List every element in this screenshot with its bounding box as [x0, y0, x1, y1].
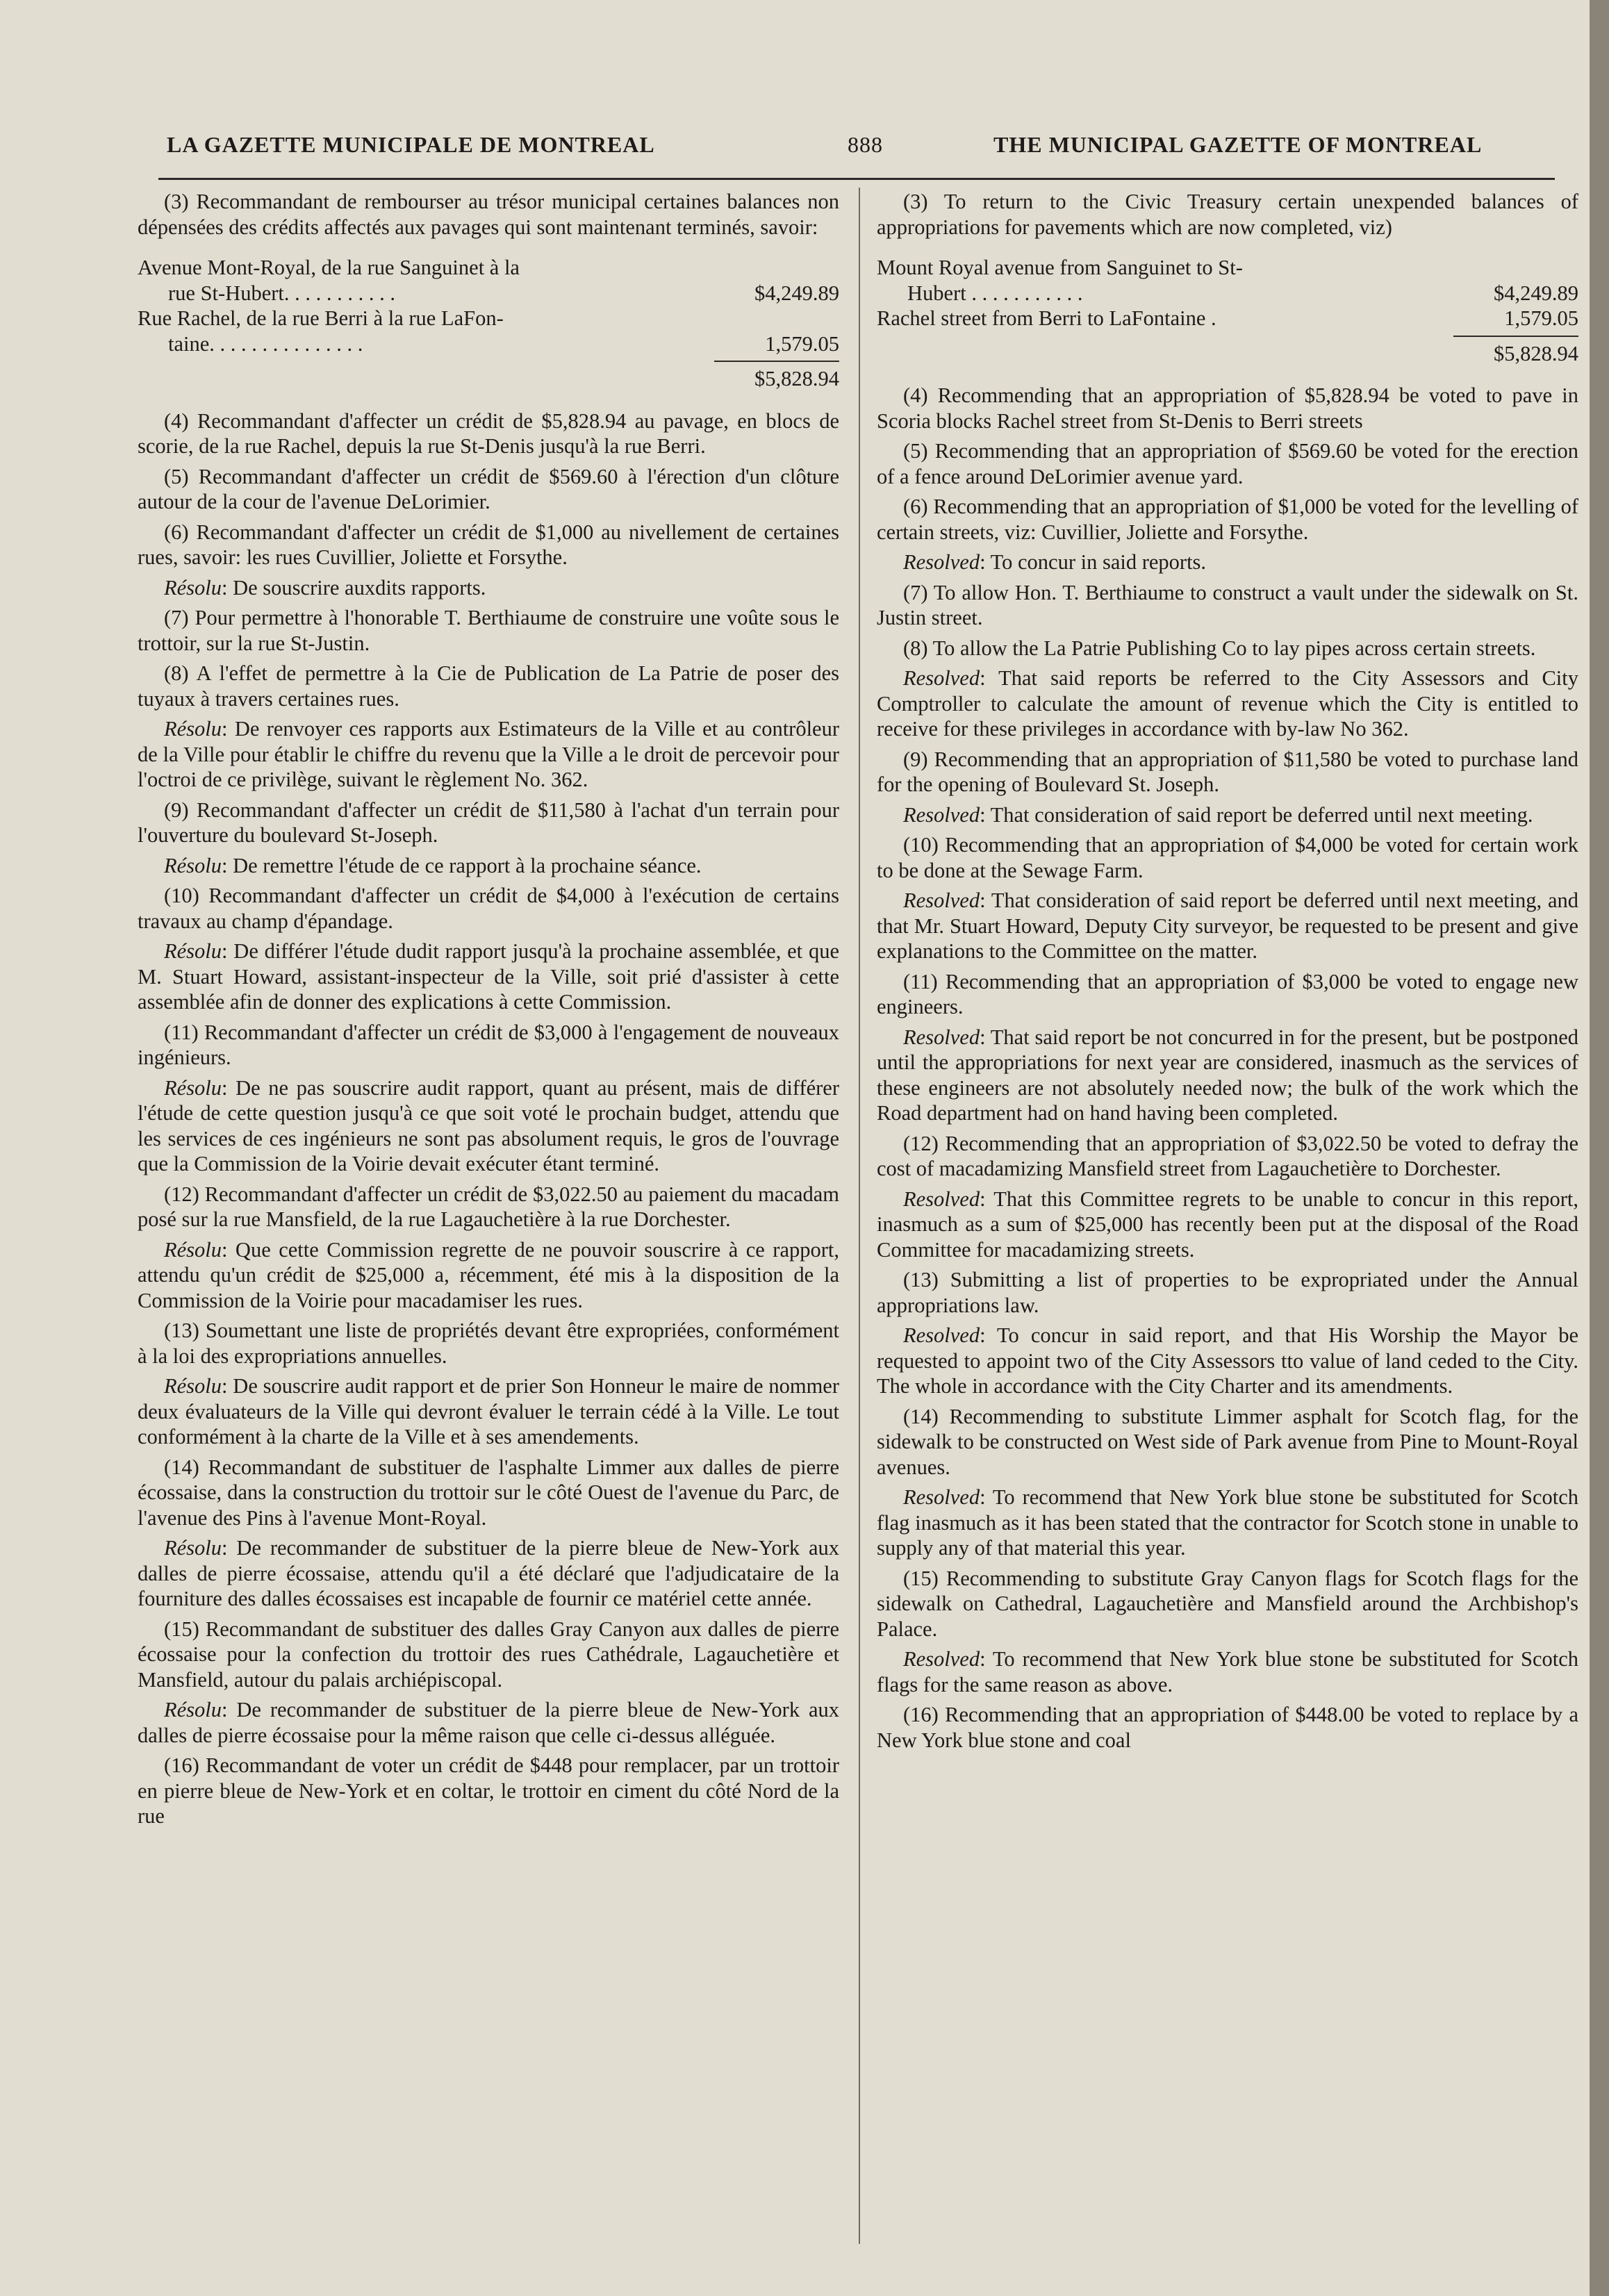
column-divider [859, 188, 860, 2244]
fr-item-11: (11) Recommandant d'affecter un crédit de $3,000 à l'engagement de nouveaux ingénieurs. [138, 1020, 839, 1069]
header-rule [158, 178, 1555, 180]
en-resolution: Resolved: That this Committee regrets to be unable to concur in this report, inasmuch as a sum of $25,000 has recently been put at the disposal of the Road Committee for macadamizing streets. [877, 1187, 1578, 1262]
fr-item-15: (15) Recommandant de substituer des dalles Gray Canyon aux dalles de pierre écossaise pour la confection du trottoir des rues Cathédrale, Lagauchetière et Mansfield, autour du palais archiépiscopal. [138, 1617, 839, 1692]
en-amount-total: $5,828.94 [1494, 341, 1578, 365]
fr-amount-label-cont: rue St-Hubert. . . . . . . . . . . [168, 281, 395, 305]
en-item-12: (12) Recommending that an appropriation of $3,022.50 be voted to defray the cost of macadamizing Mansfield street from Lagauchetière to Dorchester. [877, 1131, 1578, 1180]
en-item-16: (16) Recommending that an appropriation of $448.00 be voted to replace by a New York blue stone and coal [877, 1703, 1578, 1752]
en-item-7: (7) To allow Hon. T. Berthiaume to construct a vault under the sidewalk on St. Justin street. [877, 580, 1578, 629]
en-resolution: Resolved: To concur in said reports. [903, 550, 1207, 574]
en-resolution: Resolved: To concur in said report, and that His Worship the Mayor be requested to appoint two of the City Assessors tto value of land ceded to the City. The whole in accordance with the City Charter and its amendments. [877, 1323, 1578, 1398]
fr-amount-row [138, 306, 839, 356]
page-edge [1590, 0, 1609, 2296]
en-item-3: (3) To return to the Civic Treasury certain unexpended balances of appropriations for pavements which are now completed, viz) [877, 190, 1578, 239]
en-resolution: Resolved: To recommend that New York blue stone be substituted for Scotch flags for the same reason as above. [877, 1647, 1578, 1696]
en-item-14: (14) Recommending to substitute Limmer asphalt for Scotch flag, for the sidewalk to be constructed on West side of Park avenue from Pine to Mount-Royal avenues. [877, 1404, 1578, 1479]
en-resolution: Resolved: That said reports be referred to the City Assessors and City Comptroller to calculate the amount of revenue which the City is entitled to receive for these privileges in accordance with by-law No 362. [877, 666, 1578, 741]
en-amount-value: 1,579.05 [1504, 306, 1578, 330]
en-amount-label: Rachel street from Berri to LaFontaine . [877, 306, 1216, 330]
fr-item-7: (7) Pour permettre à l'honorable T. Berthiaume de construire une voûte sous le trottoir, sur la rue St-Justin. [138, 606, 839, 655]
fr-item-5: (5) Recommandant d'affecter un crédit de $569.60 à l'érection d'un clôture autour de la cour de l'avenue DeLorimier. [138, 464, 839, 513]
fr-item-12: (12) Recommandant d'affecter un crédit de $3,022.50 au paiement du macadam posé sur la rue Mansfield, de la rue Lagauchetière à la rue Dorchester. [138, 1182, 839, 1231]
page-header [167, 125, 1542, 167]
fr-item-3: (3) Recommandant de rembourser au trésor municipal certaines balances non dépensées des crédits affectés aux pavages qui sont maintenant terminés, savoir: [138, 190, 839, 239]
english-column [877, 189, 1578, 2266]
fr-resolution: Résolu: De ne pas souscrire audit rapport, quant au présent, mais de différer l'étude de cette question jusqu'à ce que soit voté le prochain budget, attendu que les services de ces ingénieurs ne sont pas absolument requis, le gros de l'ouvrage que la Commission de la Voirie devait exécuter étant terminé. [138, 1075, 839, 1175]
en-item-11: (11) Recommending that an appropriation of $3,000 be voted to engage new engineers. [877, 969, 1578, 1018]
fr-item-14: (14) Recommandant de substituer de l'asphalte Limmer aux dalles de pierre écossaise, dans la construction du trottoir sur le côté Ouest de l'avenue du Parc, de l'avenue des Pins à l'avenue Mont-Royal. [138, 1455, 839, 1530]
en-item-13: (13) Submitting a list of properties to be expropriated under the Annual appropriations law. [877, 1268, 1578, 1317]
en-amount-row [877, 255, 1578, 306]
en-item-9: (9) Recommending that an appropriation of $11,580 be voted to purchase land for the opening of Boulevard St. Joseph. [877, 747, 1578, 796]
en-amount-row [877, 306, 1578, 331]
fr-item-4: (4) Recommandant d'affecter un crédit de $5,828.94 au pavage, en blocs de scorie, de la rue Rachel, depuis la rue St-Denis jusqu'à la rue Berri. [138, 408, 839, 458]
fr-item-9: (9) Recommandant d'affecter un crédit de $11,580 à l'achat d'un terrain pour l'ouverture du boulevard St-Joseph. [138, 798, 839, 847]
fr-resolution: Résolu: De remettre l'étude de ce rapport à la prochaine séance. [164, 853, 702, 877]
fr-resolution: Résolu: De recommander de substituer de la pierre bleue de New-York aux dalles de pierre écossaise, attendu qu'il a été déclaré que l'adjudicataire de la fourniture des dalles écossaises est incapable de fournir ce matériel cette année. [138, 1536, 839, 1610]
fr-resolution: Résolu: De renvoyer ces rapports aux Estimateurs de la Ville et au contrôleur de la Ville pour établir le chiffre du revenu que la Ville a le droit de percevoir pour l'octroi de ce privilège, suivant le règlement No. 362. [138, 717, 839, 791]
fr-item-8: (8) A l'effet de permettre à la Cie de Publication de La Patrie de poser des tuyaux à travers certaines rues. [138, 661, 839, 711]
en-amounts-list [877, 255, 1578, 366]
en-amount-label: Mount Royal avenue from Sanguinet to St- [877, 256, 1243, 279]
en-amount-value: $4,249.89 [1494, 281, 1578, 305]
header-left-title: LA GAZETTE MUNICIPALE DE MONTREAL [167, 132, 655, 157]
fr-amount-label: Rue Rachel, de la rue Berri à la rue LaFon- [138, 306, 504, 330]
french-column [138, 189, 839, 2266]
en-total-rule [1453, 336, 1578, 337]
header-right-title: THE MUNICIPAL GAZETTE OF MONTREAL [993, 132, 1483, 157]
en-resolution: Resolved: To recommend that New York blue stone be substituted for Scotch flag inasmuch as it has been stated that the contractor for Scotch stone in unable to supply any of that material this year. [877, 1485, 1578, 1560]
fr-resolution: Résolu: De souscrire auxdits rapports. [164, 575, 486, 600]
fr-resolution: Résolu: Que cette Commission regrette de ne pouvoir souscrire à ce rapport, attendu qu'un crédit de $25,000 a, récemment, été mis à la disposition de la Commission de la Voirie pour macadamiser les rues. [138, 1237, 839, 1312]
fr-item-6: (6) Recommandant d'affecter un crédit de $1,000 au nivellement de certaines rues, savoir: les rues Cuvillier, Joliette et Forsythe. [138, 520, 839, 569]
fr-amount-label-cont: taine. . . . . . . . . . . . . . . [168, 331, 363, 356]
fr-resolution: Résolu: De différer l'étude dudit rapport jusqu'à la prochaine assemblée, et que M. Stuart Howard, assistant-inspecteur de la Ville, soit prié d'assister à cette assemblée afin de donner des explications à cette Commission. [138, 939, 839, 1014]
fr-resolution: Résolu: De recommander de substituer de la pierre bleue de New-York aux dalles de pierre écossaise pour la même raison que celle ci-dessus alléguée. [138, 1698, 839, 1747]
en-item-4: (4) Recommending that an appropriation of $5,828.94 be voted to pave in Scoria blocks Rachel street from St-Denis to Berri streets [877, 383, 1578, 433]
fr-amount-label: Avenue Mont-Royal, de la rue Sanguinet à la [138, 256, 520, 279]
en-amount-label-cont: Hubert . . . . . . . . . . . [907, 281, 1083, 305]
fr-total-rule [714, 361, 839, 362]
en-item-5: (5) Recommending that an appropriation of $569.60 be voted for the erection of a fence around DeLorimier avenue yard. [877, 439, 1578, 488]
fr-amount-row [138, 255, 839, 306]
fr-item-13: (13) Soumettant une liste de propriétés devant être expropriées, conformément à la loi des expropriations annuelles. [138, 1319, 839, 1368]
fr-amounts-list [138, 255, 839, 392]
page-number: 888 [848, 132, 883, 157]
en-item-6: (6) Recommending that an appropriation of $1,000 be voted for the levelling of certain streets, viz: Cuvillier, Joliette and Forsythe. [877, 495, 1578, 544]
fr-amount-total: $5,828.94 [754, 367, 839, 390]
fr-item-16: (16) Recommandant de voter un crédit de $448 pour remplacer, par un trottoir en pierre bleue de New-York et en coltar, le trottoir en ciment du côté Nord de la rue [138, 1753, 839, 1828]
en-item-15: (15) Recommending to substitute Gray Canyon flags for Scotch flags for the sidewalk on Cathedral, Lagauchetière and Mansfield around the Archbishop's Palace. [877, 1566, 1578, 1641]
fr-amount-value: $4,249.89 [754, 281, 839, 305]
en-resolution: Resolved: That consideration of said report be deferred until next meeting. [903, 802, 1533, 827]
en-resolution: Resolved: That said report be not concurred in for the present, but be postponed until the appropriations for next year are considered, inasmuch as the services of these engineers are not absolutely needed now; the bulk of the work which the Road department had on hand having been completed. [877, 1025, 1578, 1125]
fr-resolution: Résolu: De souscrire audit rapport et de prier Son Honneur le maire de nommer deux évaluateurs de la Ville qui devront évaluer le terrain cédé à la Ville. Le tout conformément à la charte de la Ville et à ses amendements. [138, 1374, 839, 1448]
en-resolution: Resolved: That consideration of said report be deferred until next meeting, and that Mr. Stuart Howard, Deputy City surveyor, be requested to be present and give explanations to the Committee on the matter. [877, 889, 1578, 963]
en-item-10: (10) Recommending that an appropriation of $4,000 be voted for certain work to be done at the Sewage Farm. [877, 833, 1578, 882]
fr-item-10: (10) Recommandant d'affecter un crédit de $4,000 à l'exécution de certains travaux au champ d'épandage. [138, 884, 839, 933]
en-item-8: (8) To allow the La Patrie Publishing Co to lay pipes across certain streets. [903, 636, 1536, 660]
fr-amount-value: 1,579.05 [765, 331, 839, 356]
